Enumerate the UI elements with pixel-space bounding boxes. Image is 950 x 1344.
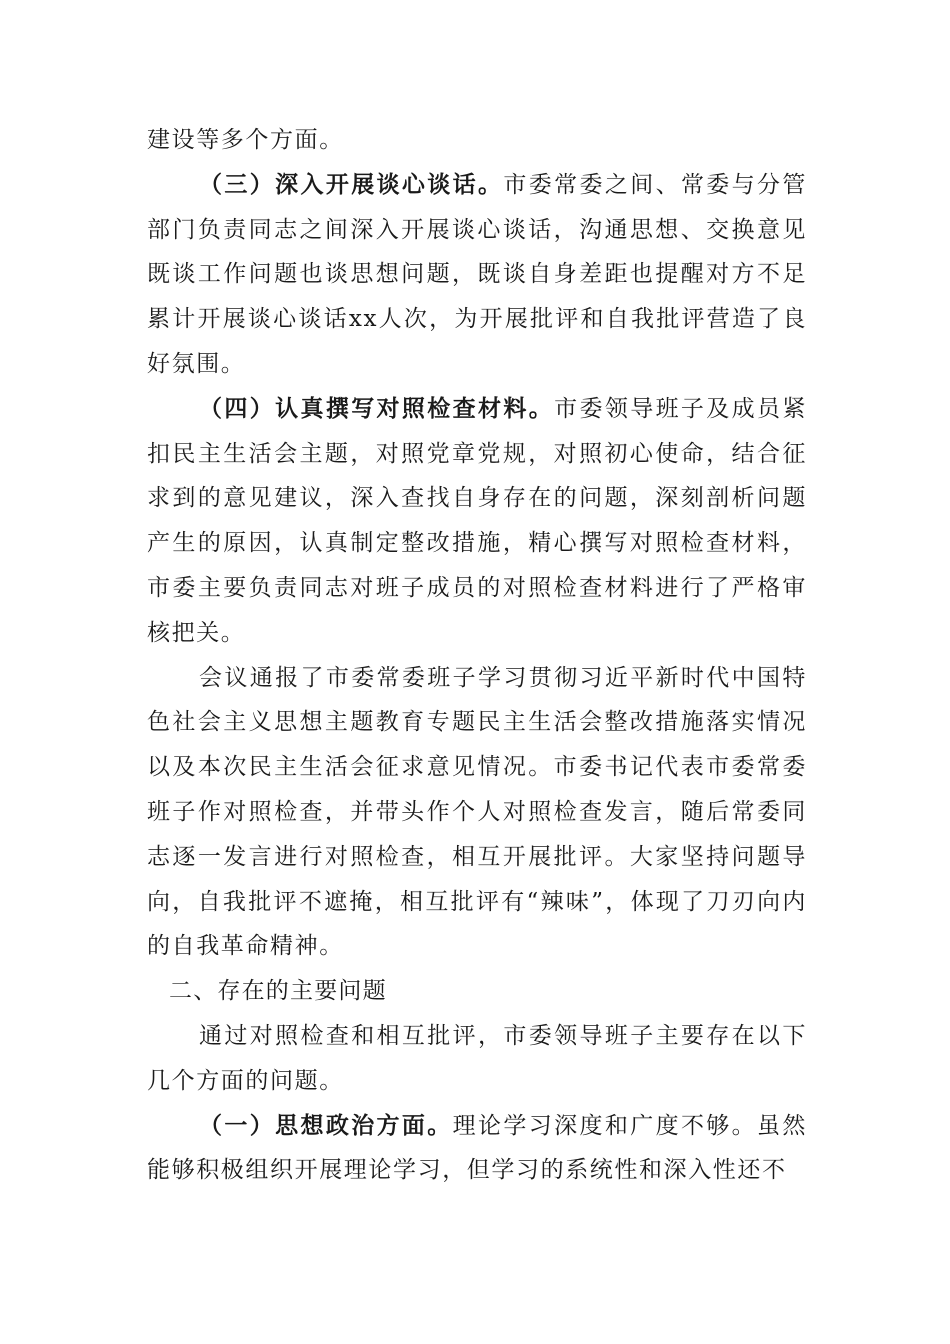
paragraph-lead-heading: （三）深入开展谈心谈话。 [199, 170, 504, 198]
section-heading-text: 二、存在的主要问题 [169, 978, 387, 1005]
paragraph-text: 理论学习深度和广度不够。虽然能够积极组织开展理论学习，但学习的系统性和深入性还不 [147, 1112, 808, 1184]
paragraph-lead-heading: （四）认真撰写对照检查材料。 [199, 394, 555, 422]
section-heading-main-problems [147, 969, 807, 1014]
paragraph-problems-intro [147, 1014, 807, 1104]
paragraph-ideological-political [147, 1104, 807, 1194]
paragraph-heart-to-heart-talks [147, 163, 807, 387]
paragraph-continuation [147, 118, 807, 163]
paragraph-text: 市委常委之间、常委与分管部门负责同志之间深入开展谈心谈话，沟通思想、交换意见既谈工作问题也谈思想问题，既谈自身差距也提醒对方不足累计开展谈心谈话xx人次，为开展批评和自我批评营造了良好氛围。 [147, 171, 808, 377]
paragraph-meeting-report [147, 656, 807, 970]
document-body [147, 118, 807, 1193]
paragraph-text: 建设等多个方面。 [147, 127, 344, 153]
paragraph-lead-heading: （一）思想政治方面。 [199, 1111, 453, 1139]
paragraph-text: 会议通报了市委常委班子学习贯彻习近平新时代中国特色社会主义思想主题教育专题民主生活会整改措施落实情况以及本次民主生活会征求意见情况。市委书记代表市委常委班子作对照检查，并带头作个人对照检查发言，随后常委同志逐一发言进行对照检查，相互开展批评。大家坚持问题导向，自我批评不遮掩，相互批评有“辣味”，体现了刀刃向内的自我革命精神。 [147, 664, 807, 960]
paragraph-text: 市委领导班子及成员紧扣民主生活会主题，对照党章党规，对照初心使命，结合征求到的意见建议，深入查找自身存在的问题，深刻剖析问题产生的原因，认真制定整改措施，精心撰写对照检查材料，市委主要负责同志对班子成员的对照检查材料进行了严格审核把关。 [147, 395, 807, 646]
paragraph-text: 通过对照检查和相互批评，市委领导班子主要存在以下几个方面的问题。 [147, 1022, 807, 1094]
paragraph-comparison-materials [147, 387, 807, 656]
